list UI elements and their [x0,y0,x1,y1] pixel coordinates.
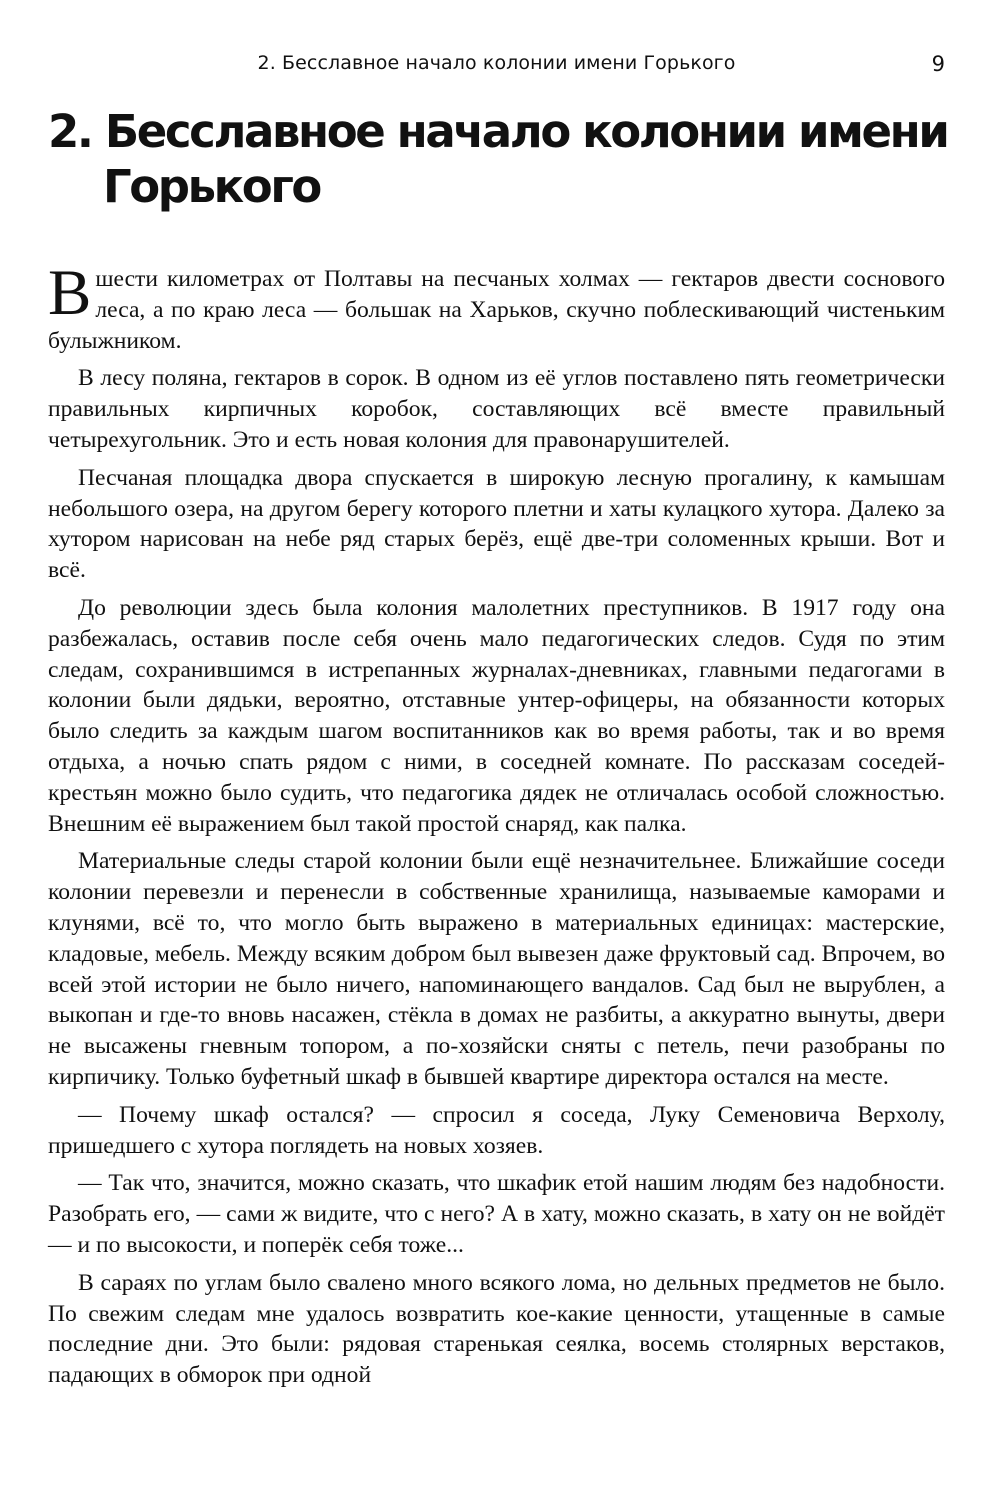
body-text [48,257,945,1398]
paragraph: В сараях по углам было свалено много всякого лома, но дельных предметов не было. По свежим следам мне удалось возвратить кое-какие ценности, утащенные в самые последние дни. Это были: рядовая старенькая сеялка, восемь столярных верстаков, падающих в обморок при одной [48,1269,945,1389]
paragraph-text: шести километрах от Полтавы на песчаных холмах — гектаров двести соснового леса, а по краю леса — большак на Харьков, скучно поблескивающий чистеньким булыжником. [48,266,945,354]
paragraph [48,257,945,356]
page-number: 9 [931,52,945,76]
paragraph: Песчаная площадка двора спускается в широкую лесную прогалину, к камышам небольшого озера, на другом берегу которого плетни и хаты кулацкого хутора. Далеко за хутором нарисован на небе ряд старых берёз, ещё две-три соломенных крыши. Вот и всё. [48,464,945,584]
drop-cap: В [48,257,92,329]
paragraph: В лесу поляна, гектаров в сорок. В одном из её углов поставлено пять геометрически правильных кирпичных коробок, составляющих всё вместе правильный четырехугольник. Это и есть новая колония для правонарушителей. [48,365,945,453]
dialogue-paragraph: — Почему шкаф остался? — спросил я соседа, Луку Семеновича Верхолу, пришедшего с хутора поглядеть на новых хозяев. [48,1101,945,1159]
paragraph: До революции здесь была колония малолетних преступников. В 1917 году она разбежалась, оставив после себя очень мало педагогических следов. Судя по этим следам, сохранившимся в истрепанных журналах-дневниках, главными педагогами в колонии были дядьки, вероятно, отставные унтер-офицеры, на обязанности которых было следить за каждым шагом воспитанников как во время работы, так и во время отдыха, а ночью спать рядом с ними, в соседней комнате. По рассказам соседей-крестьян можно было судить, что педагогика дядек не отличалась особой сложностью. Внешним её выражением был такой простой снаряд, как палка. [48,594,945,837]
running-title: 2. Бесславное начало колонии имени Горького [257,52,736,74]
chapter-title: 2. Бесславное начало колонии имени Горького [48,105,948,213]
running-header [48,52,945,82]
paragraph: Материальные следы старой колонии были ещё незначительнее. Ближайшие соседи колонии перевезли и перенесли в собственные хранилища, называемые каморами и клунями, всё то, что могло быть выражено в материальных единицах: мастерские, кладовые, мебель. Между всяким добром был вывезен даже фруктовый сад. Впрочем, во всей этой истории не было ничего, напоминающего вандалов. Сад был не вырублен, а выкопан и где-то вновь насажен, стёкла в домах не разбиты, а аккуратно вынуты, двери не высажены гневным топором, а по-хозяйски сняты с петель, печи разобраны по кирпичику. Только буфетный шкаф в бывшей квартире директора остался на месте. [48,848,945,1090]
dialogue-paragraph: — Так что, значится, можно сказать, что шкафик етой нашим людям без надобности. Разобрать его, — сами ж видите, что с него? А в хату, можно сказать, в хату он не войдёт — и по высокости, и поперёк себя тоже... [48,1170,945,1258]
